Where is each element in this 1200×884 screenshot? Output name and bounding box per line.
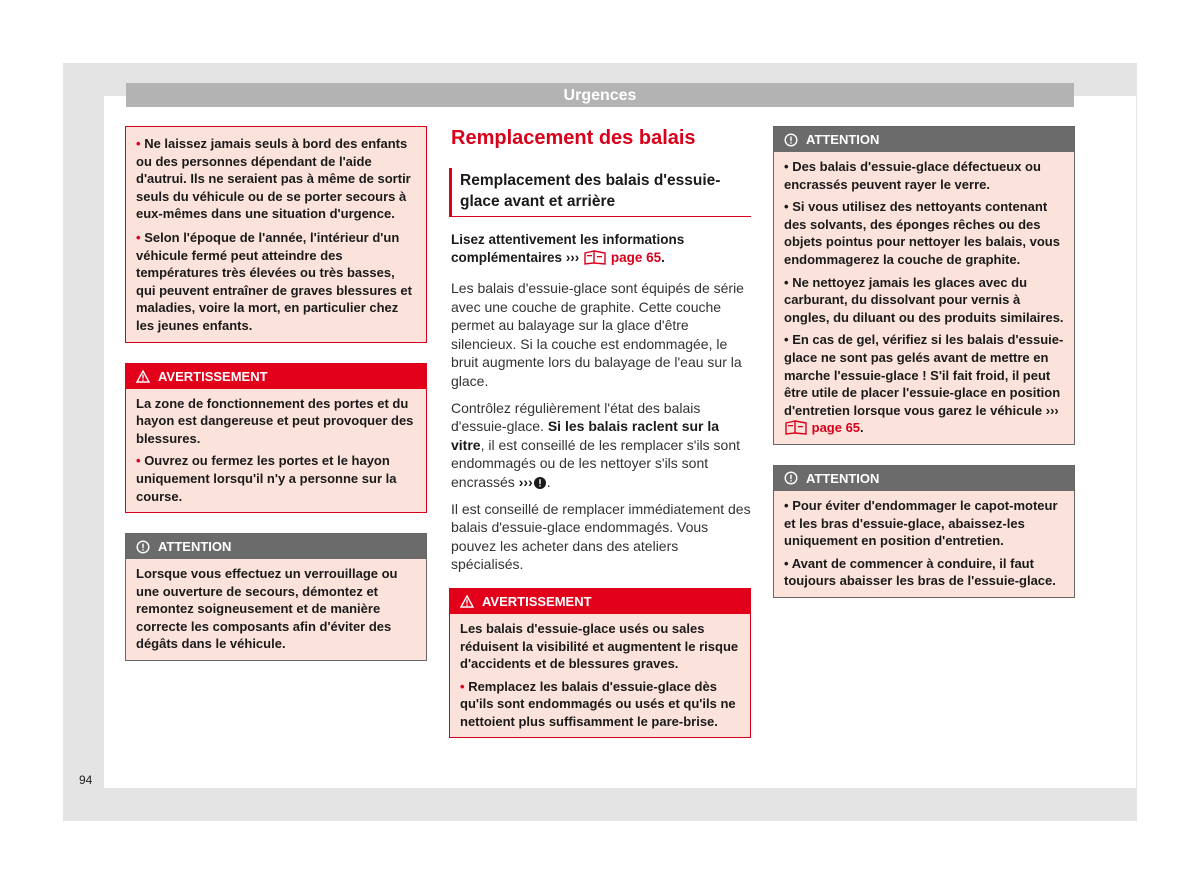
- page-reference-link[interactable]: page 65: [610, 250, 662, 265]
- bullet-icon: •: [784, 159, 789, 174]
- list-item: • Pour éviter d'endommager le capot-moteur et les bras d'essuie-glace, abaissez-les uniquement en position d'entretien.: [784, 497, 1058, 549]
- note-box-children: [125, 126, 427, 343]
- bullet-icon: •: [784, 332, 789, 348]
- arrows-icon: ›››: [518, 473, 533, 490]
- attention-title: ATTENTION: [774, 466, 1074, 491]
- warning-title: AVERTISSEMENT: [450, 589, 750, 614]
- info-circle-icon: [136, 540, 150, 554]
- bullet-icon: •: [136, 229, 141, 245]
- attention-title: ATTENTION: [126, 534, 426, 559]
- info-circle-icon: [784, 471, 798, 485]
- info-circle-icon: [784, 133, 798, 147]
- warning-text: La zone de fonctionnement des portes et du hayon est dangereuse et peut provoquer des blessures.: [136, 395, 414, 446]
- warning-box-doors: [125, 363, 427, 514]
- list-item: • Si vous utilisez des nettoyants contenant des solvants, des éponges rêches ou des objets pointus pour nettoyer les balais, vous endommagerez la couche de graphite.: [784, 199, 1060, 267]
- column-middle: [449, 126, 751, 758]
- attention-box-emergency: [125, 533, 427, 661]
- bullet-icon: •: [784, 497, 789, 513]
- warning-title: AVERTISSEMENT: [126, 364, 426, 389]
- warning-text: Les balais d'essuie-glace usés ou sales réduisent la visibilité et augmentent le risque d'accidents et de blessures graves.: [460, 620, 739, 672]
- page-number: 94: [79, 773, 93, 787]
- attention-title: ATTENTION: [774, 127, 1074, 152]
- paragraph: Contrôlez régulièrement l'état des balais d'essuie-glace. Si les balais raclent sur la vitre, il est conseillé de les remplacer s'ils sont endommagés ou de les nettoyer s'ils sont encrassés ››› .: [451, 399, 741, 490]
- column-right: [773, 126, 1075, 618]
- list-item: • Des balais d'essuie-glace défectueux ou encrassés peuvent rayer le verre.: [784, 159, 1041, 192]
- warning-triangle-icon: [136, 370, 150, 383]
- arrows-icon: ›››: [565, 250, 580, 265]
- warning-triangle-icon: [460, 595, 474, 608]
- bullet-icon: •: [460, 678, 465, 694]
- subsection-title: Remplacement des balais d'essuie-glace avant et arrière: [449, 168, 751, 217]
- attention-circle-icon: [533, 476, 547, 490]
- attention-box-hood: [773, 465, 1075, 598]
- list-item: • Ouvrez ou fermez les portes et le hayon uniquement lorsqu'il n'y a personne sur la course.: [136, 453, 397, 504]
- lead-text: Lisez attentivement les informations complémentaires ››› page 65.: [451, 232, 685, 265]
- bullet-icon: •: [136, 136, 141, 151]
- bullet-icon: •: [136, 453, 141, 469]
- list-item: • Ne nettoyez jamais les glaces avec du carburant, du dissolvant pour vernis à ongles, du diluant ou des produits similaires.: [784, 274, 1064, 325]
- bullet-icon: •: [784, 274, 789, 290]
- list-item: • Selon l'époque de l'année, l'intérieur d'un véhicule fermé peut atteindre des températures très élevées ou très basses, qui peuvent entraîner de graves blessures et maladies, voire la mort, en particulier chez les jeunes enfants.: [136, 229, 412, 333]
- paragraph: Les balais d'essuie-glace sont équipés de série avec une couche de graphite. Cette couche permet au balayage sur la glace d'être silencieux. Si la couche est endommagée, le bruit augmente lors du balayage de l'eau sur la glace.: [451, 280, 744, 389]
- warning-box-wipers: [449, 588, 751, 739]
- list-item: • Remplacez les balais d'essuie-glace dès qu'ils sont endommagés ou usés et qu'ils ne nettoient plus suffisamment le pare-brise.: [460, 678, 736, 729]
- attention-text: Lorsque vous effectuez un verrouillage ou une ouverture de secours, démontez et remontez soigneusement et de manière correcte les composants afin d'éviter des dégâts dans le véhicule.: [136, 566, 398, 652]
- bullet-icon: •: [784, 199, 789, 215]
- list-item: • Avant de commencer à conduire, il faut toujours abaisser les bras de l'essuie-glace.: [784, 555, 1056, 589]
- paragraph: Il est conseillé de remplacer immédiatement des balais d'essuie-glace endommagés. Vous pouvez les acheter dans des ateliers spécialisés.: [451, 500, 751, 573]
- book-reference-icon: [583, 250, 607, 265]
- section-title: Remplacement des balais: [451, 127, 696, 149]
- column-left: [125, 126, 427, 681]
- bullet-icon: •: [784, 555, 789, 571]
- book-reference-icon: [784, 420, 808, 435]
- arrows-icon: ›››: [1045, 402, 1059, 418]
- page-reference-link[interactable]: page 65: [811, 420, 861, 436]
- section-header: Urgences: [126, 83, 1074, 107]
- attention-box-wipers: [773, 126, 1075, 445]
- list-item: • Ne laissez jamais seuls à bord des enfants ou des personnes dépendant de l'aide d'autrui. Ils ne seraient pas à même de sortir seuls du véhicule ou de se porter secours à eux-mêmes dans une situation d'urgence.: [136, 136, 411, 222]
- list-item: • En cas de gel, vérifiez si les balais d'essuie-glace ne sont pas gelés avant de mettre en marche l'essuie-glace ! S'il fait froid, il peut être utile de placer l'essuie-glace en position d'entretien lorsque vous garez le véhicule ››› page 65.: [784, 332, 1064, 436]
